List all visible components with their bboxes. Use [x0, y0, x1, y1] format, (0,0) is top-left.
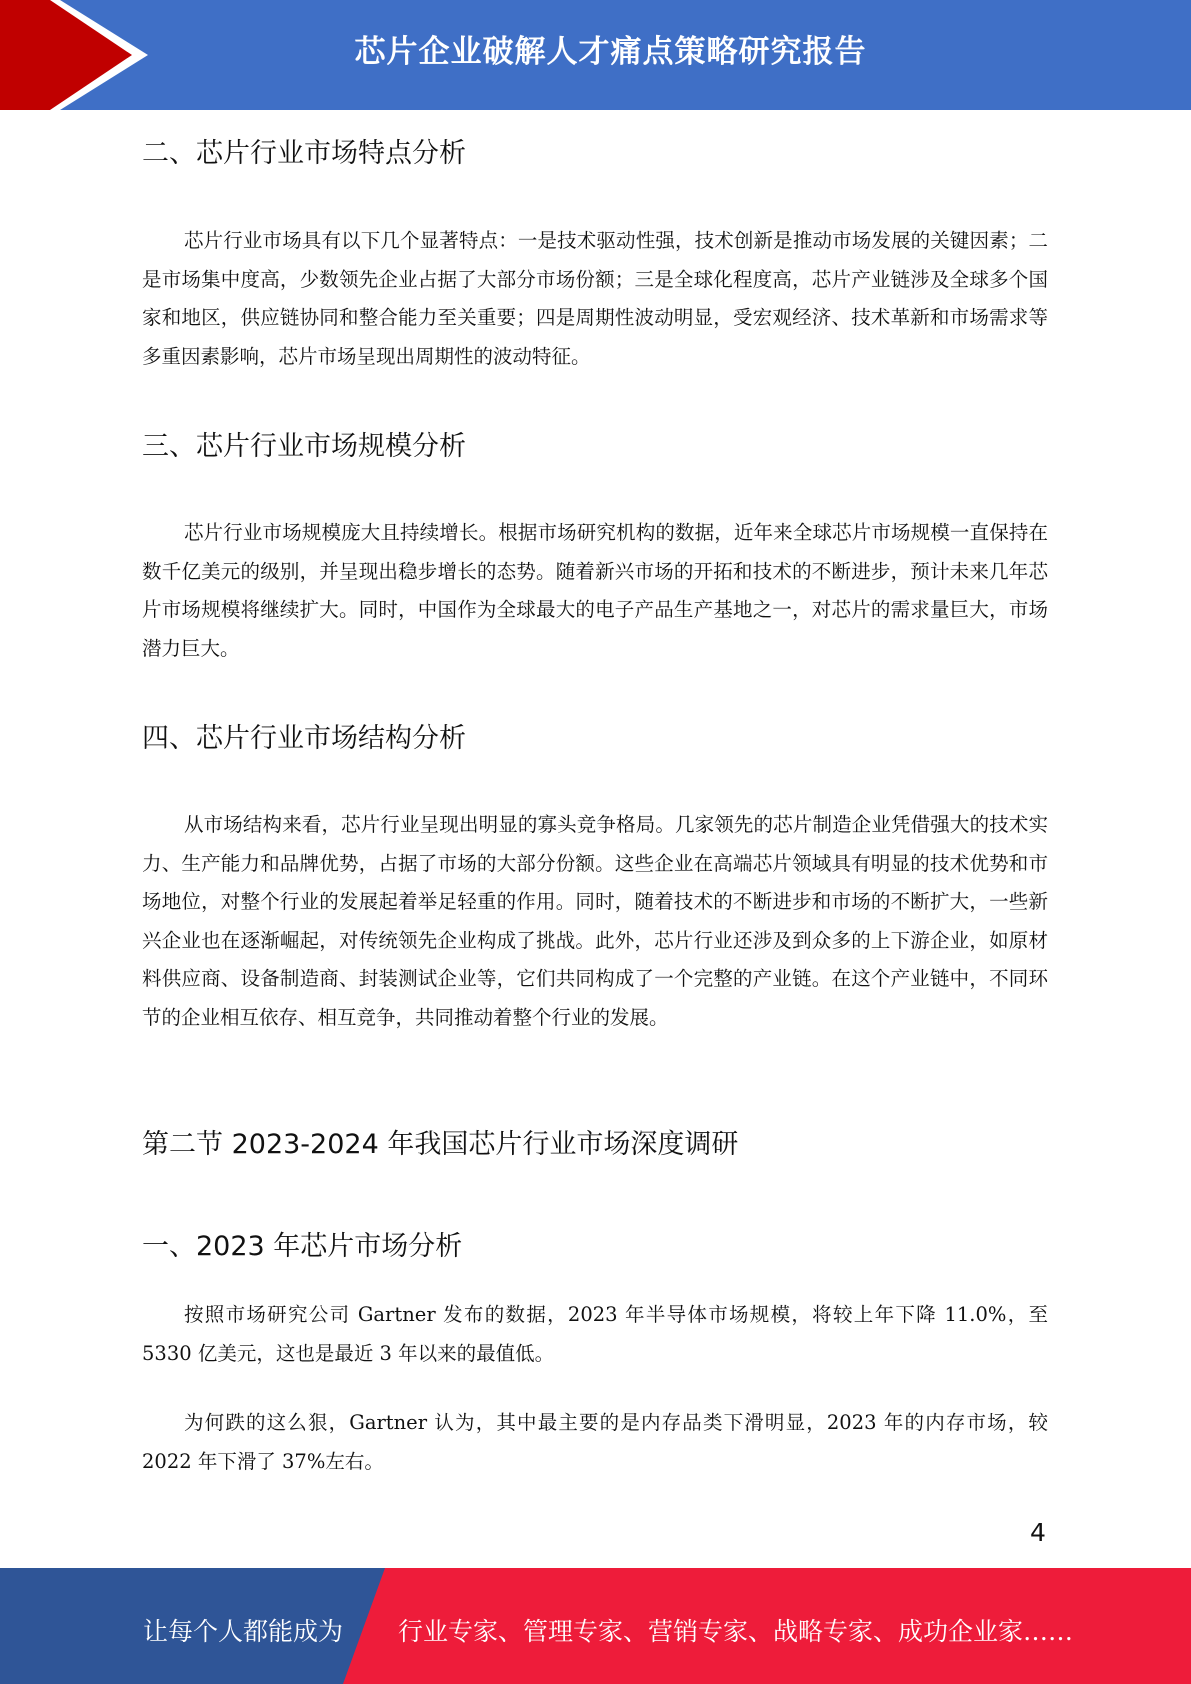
page-number: 4 [1030, 1518, 1046, 1547]
paragraph-market-size: 芯片行业市场规模庞大且持续增长。根据市场研究机构的数据，近年来全球芯片市场规模一直保持在数千亿美元的级别，并呈现出稳步增长的态势。随着新兴市场的开拓和技术的不断进步，预计未来几年芯片市场规模将继续扩大。同时，中国作为全球最大的电子产品生产基地之一，对芯片的需求量巨大，市场潜力巨大。 [142, 521, 1048, 660]
paragraph-gartner-data: 按照市场研究公司 Gartner 发布的数据，2023 年半导体市场规模，将较上年下降 11.0%，至 5330 亿美元，这也是最近 3 年以来的最值低。 [142, 1303, 1048, 1365]
subsection-heading-2023-market: 一、2023 年芯片市场分析 [142, 1231, 463, 1262]
page-header [0, 0, 1191, 110]
document-title: 芯片企业破解人才痛点策略研究报告 [354, 34, 867, 70]
paragraph-market-features: 芯片行业市场具有以下几个显著特点：一是技术驱动性强，技术创新是推动市场发展的关键因素；二是市场集中度高，少数领先企业占据了大部分市场份额；三是全球化程度高，芯片产业链涉及全球多个国家和地区，供应链协同和整合能力至关重要；四是周期性波动明显，受宏观经济、技术革新和市场需求等多重因素影响，芯片市场呈现出周期性的波动特征。 [142, 229, 1048, 368]
paragraph-market-structure: 从市场结构来看，芯片行业呈现出明显的寡头竞争格局。几家领先的芯片制造企业凭借强大的技术实力、生产能力和品牌优势，占据了市场的大部分份额。这些企业在高端芯片领域具有明显的技术优势和市场地位，对整个行业的发展起着举足轻重的作用。同时，随着技术的不断进步和市场的不断扩大，一些新兴企业也在逐渐崛起，对传统领先企业构成了挑战。此外，芯片行业还涉及到众多的上下游企业，如原材料供应商、设备制造商、封装测试企业等，它们共同构成了一个完整的产业链。在这个产业链中，不同环节的企业相互依存、相互竞争，共同推动着整个行业的发展。 [142, 813, 1048, 1029]
page-footer [0, 1568, 1191, 1684]
footer-slogan-right: 行业专家、管理专家、营销专家、战略专家、成功企业家…… [398, 1617, 1074, 1646]
section-heading-market-size: 三、芯片行业市场规模分析 [142, 431, 466, 462]
section-heading-market-features: 二、芯片行业市场特点分析 [142, 138, 466, 169]
paragraph-memory-decline: 为何跌的这么狠，Gartner 认为，其中最主要的是内存品类下滑明显，2023 年的内存市场，较 2022 年下滑了 37%左右。 [142, 1411, 1048, 1473]
chapter-heading: 第二节 2023-2024 年我国芯片行业市场深度调研 [142, 1129, 739, 1160]
section-heading-market-structure: 四、芯片行业市场结构分析 [142, 723, 466, 754]
footer-slogan-left: 让每个人都能成为 [143, 1617, 344, 1646]
